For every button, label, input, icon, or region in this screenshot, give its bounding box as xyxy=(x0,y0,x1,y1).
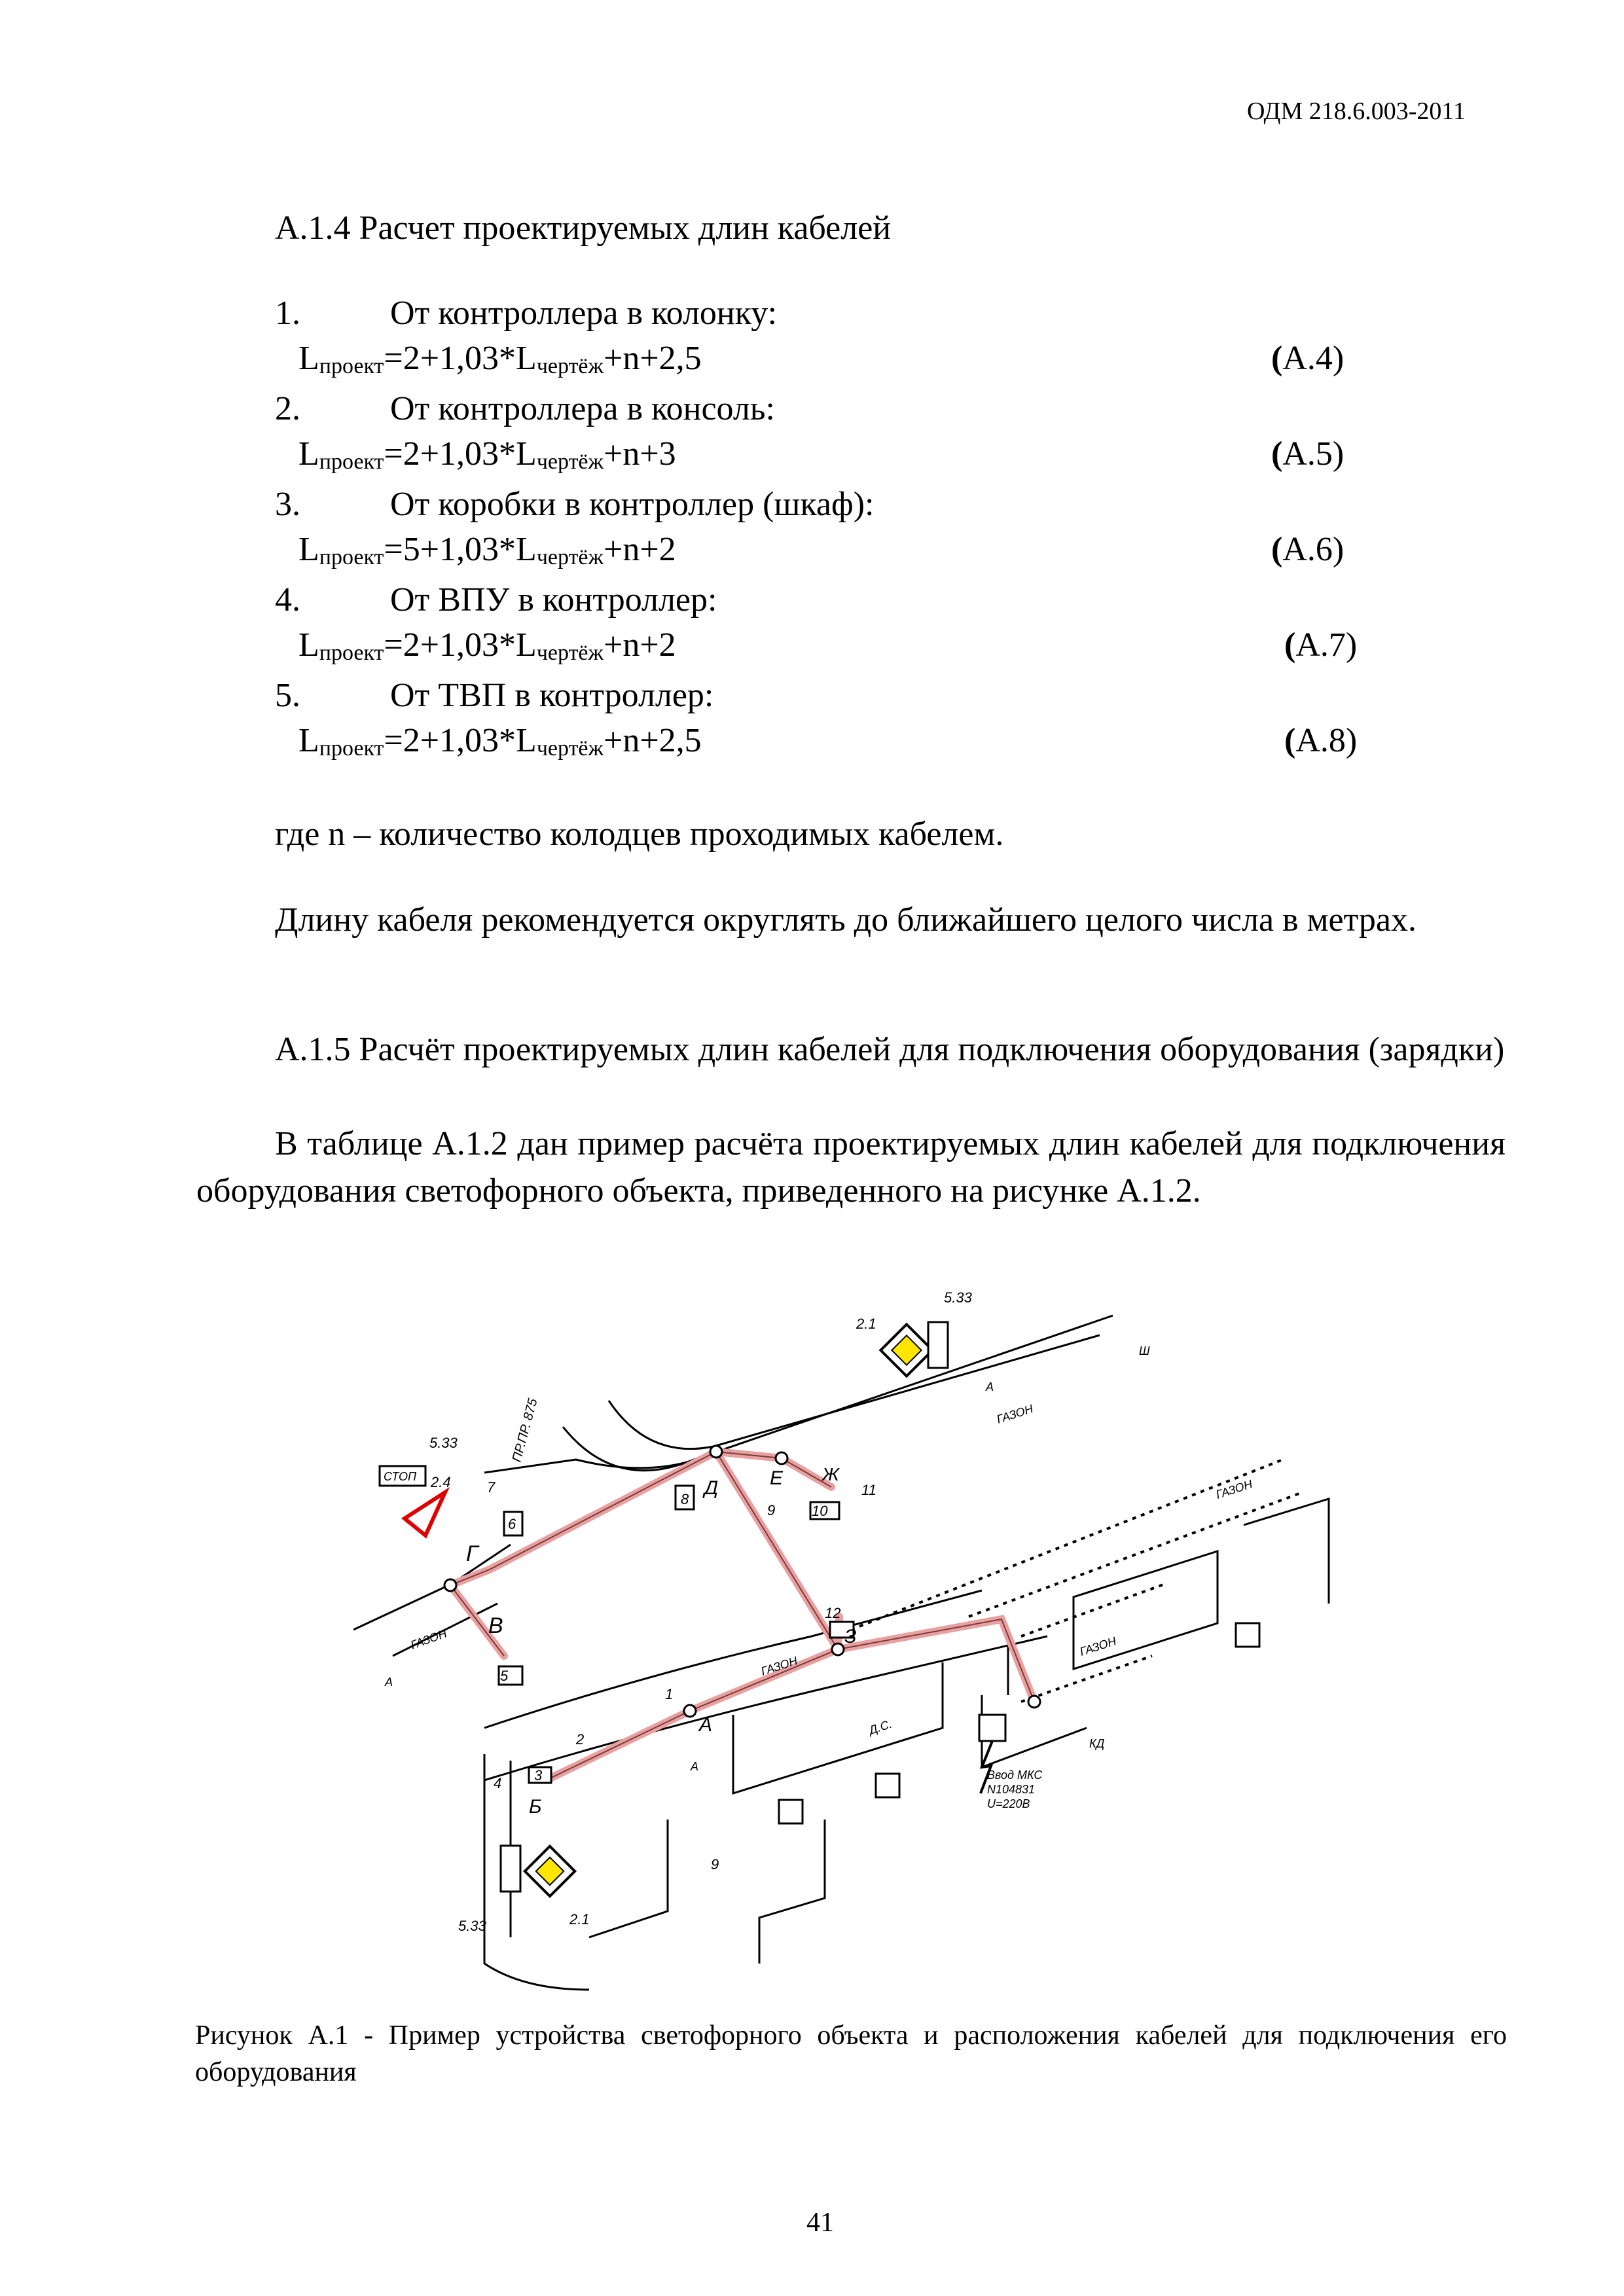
road-letter-label: А xyxy=(385,1676,393,1689)
list-item-label xyxy=(275,389,775,429)
sign-code-label: 5.33 xyxy=(944,1289,972,1306)
yield-sign xyxy=(405,1492,445,1535)
list-item-label xyxy=(275,580,717,620)
node-label: А xyxy=(699,1714,713,1736)
priority-road-sign-bottom xyxy=(525,1846,575,1896)
well-markers xyxy=(444,1446,1040,1717)
equipment-number: 3 xyxy=(534,1767,543,1784)
gazon-label: ГАЗОН xyxy=(759,1654,799,1678)
document-code: ОДМ 218.6.003-2011 xyxy=(1247,98,1466,125)
list-item-label xyxy=(275,484,874,525)
sign-code-label: 5.33 xyxy=(429,1435,458,1451)
building-label: Д.С. xyxy=(867,1717,894,1737)
formula: $L_{проект}=2+1,03*L_{чертёж}+n+2,5$ xyxy=(298,340,702,378)
equipment-number: 8 xyxy=(681,1491,689,1507)
road-letter-label: А xyxy=(691,1760,699,1773)
stop-text: СТОП xyxy=(384,1470,417,1483)
gazon-label: ГАЗОН xyxy=(1078,1634,1118,1659)
list-item-number: 1. xyxy=(275,295,300,332)
list-item-text: От контроллера в колонку: xyxy=(390,295,778,332)
equation-number: (А.5) xyxy=(1271,435,1344,473)
list-item-text: От коробки в контроллер (шкаф): xyxy=(390,486,875,523)
equation-number: (А.4) xyxy=(1271,340,1344,377)
node-label: Ж xyxy=(822,1464,839,1484)
gazon-label: ГАЗОН xyxy=(1214,1477,1254,1501)
equation-number: (А.6) xyxy=(1271,531,1344,568)
list-item-number: 3. xyxy=(275,486,300,523)
list-item-number: 2. xyxy=(275,390,300,427)
section-a15-body: В таблице А.1.2 дан пример расчёта проектируемых длин кабелей для подключения оборудования светофорного объекта, приведенного на рисунке А.1.2. xyxy=(196,1125,1506,1210)
section-title-a15: А.1.5 Расчёт проектируемых длин кабелей для подключения оборудования (зарядки) xyxy=(275,1031,1505,1068)
priority-road-sign-top xyxy=(880,1324,932,1376)
list-item-text: От ВПУ в контроллер: xyxy=(390,581,717,619)
sign-code-label: 2.1 xyxy=(856,1316,876,1332)
equation-number: (А.7) xyxy=(1284,626,1358,664)
equipment-number: 2 xyxy=(576,1731,585,1748)
formula: $L_{проект}=2+1,03*L_{чертёж}+n+2$ xyxy=(298,626,676,665)
rounding-paragraph: Длину кабеля рекомендуется округлять до ближайшего целого числа в метрах. xyxy=(275,901,1417,939)
gazon-label: ГАЗОН xyxy=(408,1626,449,1652)
stop-sign-box-bottom xyxy=(501,1846,520,1892)
list-item-text: От контроллера в консоль: xyxy=(390,390,775,427)
figure-caption: Рисунок А.1 - Пример устройства светофорного объекта и расположения кабелей для подключения его оборудования xyxy=(195,2020,1507,2087)
page-number: 41 xyxy=(806,2208,834,2238)
equipment-number: 6 xyxy=(508,1516,516,1532)
equipment-number: 7 xyxy=(487,1479,496,1496)
stop-sign-box-top xyxy=(928,1322,948,1368)
sign-code-label: 2.4 xyxy=(431,1474,451,1490)
equipment-number: 10 xyxy=(812,1503,828,1519)
formula: $L_{проект}=2+1,03*L_{чертёж}+n+3$ xyxy=(298,435,676,474)
gazon-label: ГАЗОН xyxy=(995,1402,1035,1426)
where-explanation: где n – количество колодцев проходимых кабелем. xyxy=(275,816,1004,853)
equipment-boxes xyxy=(499,1486,1259,1823)
road-name-label: ПР.ПР. 875 xyxy=(509,1397,541,1464)
node-label: Е xyxy=(770,1467,784,1489)
list-item-label xyxy=(275,293,777,334)
equipment-number: 1 xyxy=(665,1686,674,1702)
equipment-number: 9 xyxy=(711,1856,719,1873)
formula: $L_{проект}=2+1,03*L_{чертёж}+n+2,5$ xyxy=(298,722,702,761)
equipment-number: 4 xyxy=(494,1775,502,1791)
kd-label: КД xyxy=(1089,1737,1105,1750)
list-item-label xyxy=(275,675,713,716)
node-label: Г xyxy=(466,1541,478,1566)
list-item-number: 4. xyxy=(275,581,300,619)
direction-label: Ш xyxy=(1139,1344,1150,1357)
cable-route xyxy=(450,1452,1034,1780)
list-item-text: От ТВП в контроллер: xyxy=(390,677,714,714)
sign-code-label: 2.1 xyxy=(569,1911,590,1928)
equipment-number: 9 xyxy=(767,1502,776,1518)
equipment-number: 12 xyxy=(825,1605,841,1621)
traffic-light-layout-figure xyxy=(340,1276,1348,2009)
equipment-number: 11 xyxy=(861,1482,876,1498)
road-letter-label: А xyxy=(986,1380,994,1393)
node-label: В xyxy=(488,1613,503,1638)
sign-code-label: 5.33 xyxy=(458,1918,486,1934)
mks-label: Ввод МКС xyxy=(987,1768,1043,1782)
mks-label: N104831 xyxy=(987,1783,1036,1796)
formula: $L_{проект}=5+1,03*L_{чертёж}+n+2$ xyxy=(298,531,676,569)
node-label: Д xyxy=(704,1477,719,1499)
node-label: Б xyxy=(529,1796,542,1818)
node-label: З xyxy=(844,1626,857,1647)
mks-label: U=220В xyxy=(987,1797,1030,1810)
list-item-number: 5. xyxy=(275,677,300,714)
section-title-a14: А.1.4 Расчет проектируемых длин кабелей xyxy=(275,209,892,247)
equation-number: (А.8) xyxy=(1284,722,1358,759)
equipment-number: 5 xyxy=(500,1668,509,1684)
